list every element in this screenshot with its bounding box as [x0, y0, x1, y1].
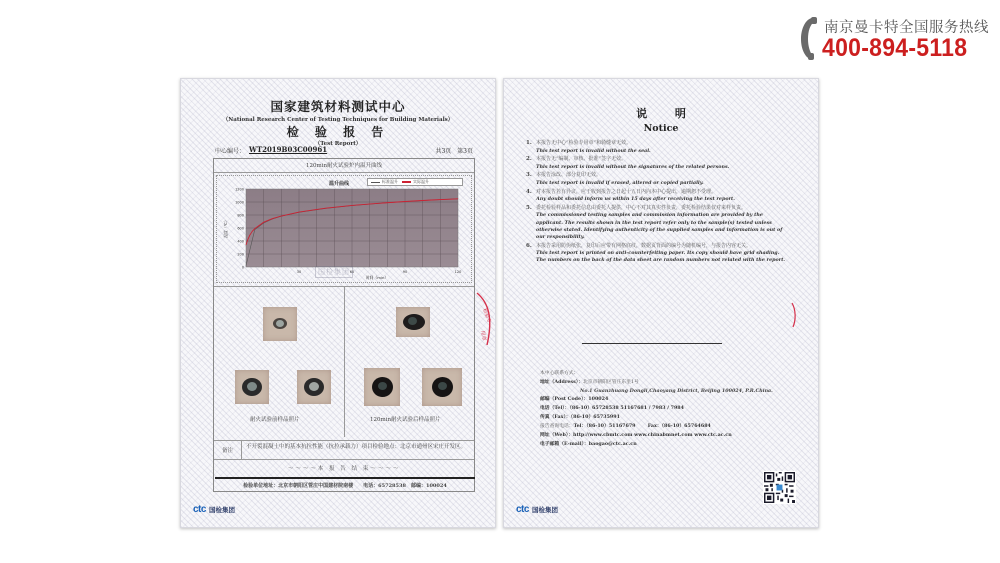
notice-item: 2. 本报告无“编制、审核、批准”签字无效。 This test report is invalid without the signatures of the related persons. — [526, 156, 730, 170]
svg-text:600: 600 — [237, 226, 244, 231]
notice-title-cn: 说 明 — [636, 107, 698, 120]
legend-actual: 实际温升 — [402, 179, 429, 185]
phone-handset-icon — [798, 16, 820, 60]
ctc-logo-mark: ctc — [516, 503, 529, 515]
svg-text:800: 800 — [237, 213, 244, 218]
legend-standard: 标准温升 — [371, 179, 398, 185]
sample-photo-before-2 — [235, 370, 269, 404]
sample-photo-before-3 — [297, 370, 331, 404]
hotline-number[interactable]: 400-894-5118 — [822, 34, 968, 62]
org-name-cn: 国家建筑材料测试中心 — [270, 99, 406, 114]
hotline-banner — [798, 14, 988, 62]
sample-photo-after-2 — [364, 368, 400, 406]
notice-page — [503, 78, 819, 528]
report-meta — [215, 146, 473, 156]
notice-list — [526, 140, 788, 266]
watermark: 国检集团 — [315, 266, 353, 278]
page-count: 共3页 第3页 — [435, 148, 473, 155]
contact-web: 网址（Web）：http://www.cbmtc.com www.chinabmnet.com www.ctc.ac.cn — [540, 432, 732, 438]
svg-text:60: 60 — [349, 270, 355, 274]
ctc-logo — [516, 503, 558, 515]
remarks-text: 不开裂混凝土中的基本抗拉性能（抗拉承载力）项目检验地点：北京市通州区宋庄开发区。 — [246, 444, 467, 450]
ctc-logo-text: 国检集团 — [208, 505, 235, 514]
notice-item: 3. 本报告涂改、部分复印无效。 This test report is invalid if erased, altered or copied partially. — [526, 172, 704, 186]
x-axis-label: 时间（min） — [365, 275, 389, 280]
ctc-logo — [193, 503, 235, 515]
org-name-en: （National Research Center of Testing Techniques for Building Materials） — [222, 117, 454, 123]
test-report-page — [180, 78, 496, 528]
y-axis-label: 温度（℃） — [223, 218, 228, 238]
temperature-chart — [216, 175, 472, 283]
code-label: 中心编号： — [215, 148, 246, 155]
notice-item: 5. 委托检验样品和委托信息由委托人提供，中心不对其真实性负责，委托检验结果仅对来样负责。 The commissioned testing samples and commission information are provided by the applicant. The results shown in the test report refer only to the sample(s) tested unless otherwise stated. Identifying authenticity of the supplied samples and information is out of our responsibility. — [526, 204, 783, 240]
svg-text:200: 200 — [237, 252, 244, 257]
sample-photos — [214, 286, 474, 426]
svg-text:400: 400 — [237, 239, 244, 244]
remarks-label: 备注 — [214, 441, 242, 459]
contact-postcode: 邮编（Post Code）：100024 — [540, 396, 609, 402]
seal-stamp-icon — [475, 289, 497, 349]
remarks-row — [214, 440, 474, 460]
notice-item: 1. 本报告无中心“检验专用章”和骑缝章无效。 This test report is invalid without the seal. — [526, 140, 651, 154]
report-end: ～～～～本 报 告 结 束～～～～ — [287, 466, 401, 472]
contact-address-en: No.1 Guanzhuang Dongli,Chaoyang District, Beijing 100024, P.R.China. — [580, 388, 773, 394]
contact-heading: 本中心联系方式： — [540, 371, 579, 376]
photo-caption-before: 耐火试验前样品照片 — [250, 417, 300, 423]
footer-divider — [215, 477, 475, 479]
notice-divider — [582, 343, 722, 344]
report-title-en: （Test Report） — [314, 141, 362, 147]
contact-address: 地址（Address）：北京市朝阳区管庄东里1号 — [540, 379, 639, 385]
contact-fax: 传真（Fax）：（86-10）65735991 — [540, 414, 620, 420]
hotline-title: 南京曼卡特全国服务热线 — [824, 20, 989, 36]
svg-text:检验专: 检验专 — [481, 307, 492, 324]
qr-code-icon[interactable] — [763, 471, 796, 504]
svg-text:1000: 1000 — [235, 200, 244, 205]
sample-photo-after-1 — [396, 307, 430, 337]
svg-text:用章: 用章 — [479, 330, 487, 342]
notice-item: 6. 本报告采用防伪纸张，复印后应带有网格底纹，数据页背面的编号为随机编号，与报告内容无关。 This test report is printed on anti-counterfeiting paper. Its copy should have grid shading. The numbers on the back of the data sheet are random numbers not related with the report. — [526, 242, 786, 264]
contact-info — [540, 370, 800, 449]
report-frame — [213, 158, 475, 492]
svg-text:90: 90 — [402, 270, 408, 274]
report-code: WT2019B03C00961 — [249, 145, 328, 154]
photo-caption-after: 120min耐火试验后样品照片 — [370, 417, 441, 423]
ctc-logo-text: 国检集团 — [531, 505, 558, 514]
notice-title-en: Notice — [643, 123, 679, 134]
ctc-logo-mark: ctc — [193, 503, 206, 515]
sample-photo-after-3 — [422, 368, 462, 406]
contact-query: 报告查询电话：Tel：（86-10）51167679 Fax：（86-10）65764684 — [540, 423, 711, 429]
photo-divider — [344, 287, 345, 437]
chart-legend — [367, 178, 463, 186]
chart-title: 温升曲线 — [329, 181, 350, 187]
report-title-cn: 检 验 报 告 — [286, 125, 390, 139]
seal-edge-mark-icon — [790, 302, 798, 328]
contact-tel: 电话（Tel）：（86-10）65728538 51167681 / 7983 / 7984 — [540, 405, 684, 411]
notice-item: 4. 对本报告若有异议，应于收到报告之日起十五日内向本中心提出，逾期恕不受理。 Any doubt should inform us within 15 days after receiving the test report. — [526, 188, 735, 203]
svg-text:1200: 1200 — [235, 187, 244, 192]
svg-text:0: 0 — [241, 265, 244, 270]
sample-photo-before-1 — [263, 307, 297, 341]
contact-email: 电子邮箱（E-mail）：baogao@ctc.ac.cn — [540, 441, 637, 447]
lab-address-footer: 检验单位地址：北京市朝阳区管庄中国建材院南楼 电话：65728538 邮编：100024 — [243, 483, 447, 489]
svg-text:30: 30 — [296, 270, 302, 274]
chart-caption: 120min耐火试验炉内温升曲线 — [214, 159, 474, 173]
svg-text:120: 120 — [454, 270, 462, 274]
